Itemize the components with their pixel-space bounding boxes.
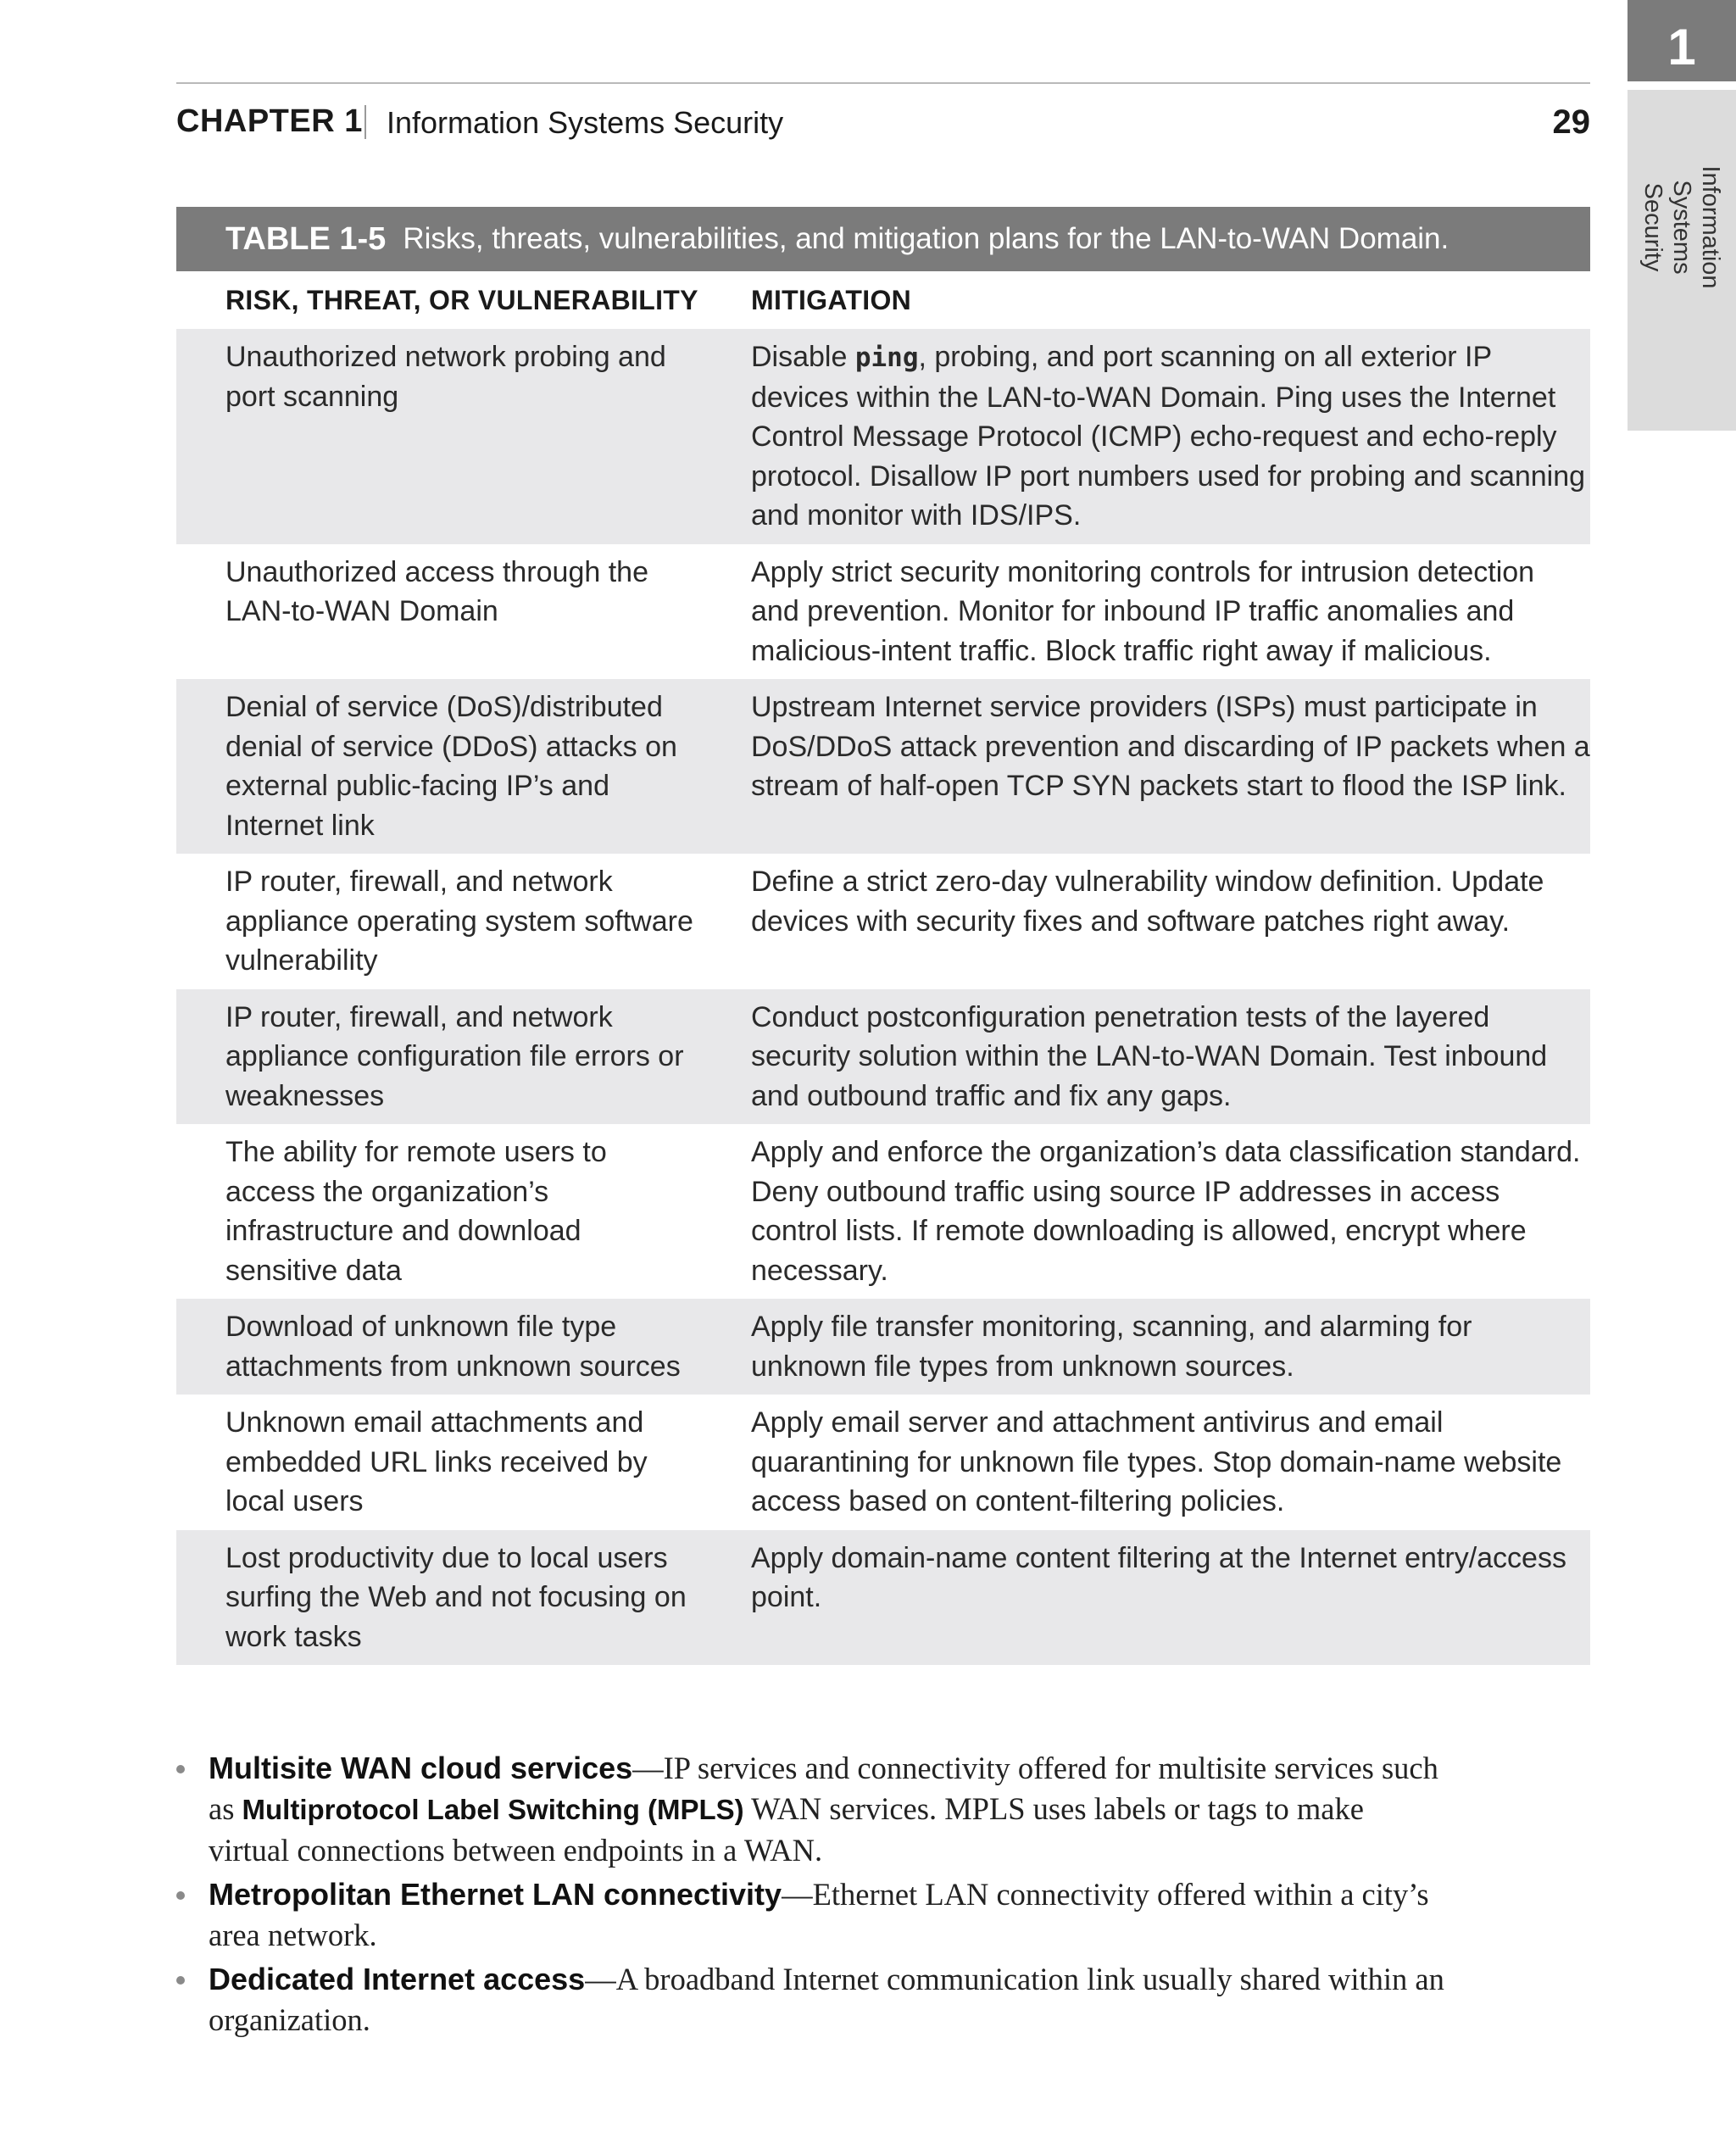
risk-cell: IP router, firewall, and network appliance configuration file errors or weaknesses xyxy=(225,1000,684,1112)
risk-cell: The ability for remote users to access the organization’s infrastructure and download sensitive data xyxy=(225,1136,607,1287)
bullet-text: —Ethernet LAN connectivity offered within a city’s area network. xyxy=(209,1877,1429,1952)
chapter-tab-line1: Information Systems xyxy=(1668,165,1724,289)
ping-command: ping xyxy=(854,342,919,373)
mitigation-cell: Apply domain-name content filtering at the Internet entry/access point. xyxy=(751,1541,1566,1613)
header-rule xyxy=(176,82,1590,84)
header-divider xyxy=(364,105,366,139)
mitigation-text: , probing, and port scanning on all exterior IP devices within the LAN-to-WAN Domain. Ping uses the Internet Control Message Protocol (ICMP) echo-request and echo-reply protocol. Disallow IP port numbers used for probing and scanning and monitor with IDS/IPS. xyxy=(751,341,1586,532)
table-row xyxy=(176,679,1590,854)
chapter-tab-number: 1 xyxy=(1628,0,1736,81)
list-item xyxy=(173,1959,1444,2040)
table-row xyxy=(176,1299,1590,1395)
table-row xyxy=(176,329,1590,544)
table-row xyxy=(176,854,1590,989)
bullet-term: Metropolitan Ethernet LAN connectivity xyxy=(209,1877,782,1912)
mitigation-cell xyxy=(700,337,1590,536)
risk-cell: Unauthorized network probing and port scanning xyxy=(225,341,666,413)
bullet-icon xyxy=(176,1976,185,1985)
risk-cell: IP router, firewall, and network appliance operating system software vulnerability xyxy=(225,866,693,977)
running-head xyxy=(176,100,1590,148)
table-caption xyxy=(176,207,1590,271)
risk-cell: Unknown email attachments and embedded URL links received by local users xyxy=(225,1406,648,1517)
mitigation-cell: Apply strict security monitoring controls for intrusion detection and prevention. Monitor for inbound IP traffic anomalies and malicious-intent traffic. Block traffic right away if malicious. xyxy=(751,555,1535,667)
risk-cell: Lost productivity due to local users surfing the Web and not focusing on work tasks xyxy=(225,1541,687,1653)
risk-cell: Download of unknown file type attachments from unknown sources xyxy=(225,1311,681,1383)
mitigation-cell: Apply and enforce the organization’s data classification standard. Deny outbound traffic using source IP addresses in access control lists. If remote downloading is allowed, encrypt where necessary. xyxy=(751,1136,1581,1287)
mitigation-cell: Conduct postconfiguration penetration tests of the layered security solution within the LAN-to-WAN Domain. Test inbound and outbound traffic and fix any gaps. xyxy=(751,1000,1548,1112)
table-number: TABLE 1-5 xyxy=(225,220,387,257)
table-row xyxy=(176,1530,1590,1666)
chapter-label: CHAPTER 1 xyxy=(176,103,363,139)
bullet-text: —IP services and connectivity offered for multisite services such as xyxy=(209,1751,1438,1826)
list-item xyxy=(173,1748,1444,1871)
mitigation-cell: Apply email server and attachment antivirus and email quarantining for unknown file types. Stop domain-name website access based on content-filtering policies. xyxy=(751,1406,1562,1517)
chapter-tab-label xyxy=(1639,117,1725,371)
table-row xyxy=(176,989,1590,1125)
bullet-term: Dedicated Internet access xyxy=(209,1962,586,1996)
mitigation-cell: Define a strict zero-day vulnerability window definition. Update devices with security fixes and software patches right away. xyxy=(751,866,1544,938)
mitigation-cell: Upstream Internet service providers (ISPs) must participate in DoS/DDoS attack prevention and discarding of IP packets when a stream of half-open TCP SYN packets start to flood the ISP link. xyxy=(751,691,1590,802)
chapter-tab-line2: Security xyxy=(1639,182,1666,272)
chapter-tab xyxy=(1628,90,1736,431)
table-row xyxy=(176,1395,1590,1530)
mitigation-cell: Apply file transfer monitoring, scanning, and alarming for unknown file types from unknown sources. xyxy=(751,1311,1472,1383)
bullet-icon xyxy=(176,1891,185,1900)
table-header-row xyxy=(176,271,1590,329)
table-row xyxy=(176,544,1590,680)
column-header-risk: RISK, THREAT, OR VULNERABILITY xyxy=(225,284,698,315)
bullet-term: Multisite WAN cloud services xyxy=(209,1751,633,1785)
bullet-list xyxy=(173,1748,1444,2044)
list-item xyxy=(173,1874,1444,1956)
chapter-title: Information Systems Security xyxy=(387,105,784,140)
column-header-mitigation: MITIGATION xyxy=(751,284,912,315)
risk-cell: Unauthorized access through the LAN-to-WAN Domain xyxy=(225,555,648,627)
bullet-text: WAN services. MPLS uses labels or tags to make virtual connections between endpoints in a WAN. xyxy=(209,1791,1364,1868)
bullet-icon xyxy=(176,1765,185,1773)
page-number: 29 xyxy=(1552,103,1590,141)
bullet-text: —A broadband Internet communication link usually shared within an organization. xyxy=(209,1962,1444,2037)
table-caption-text: Risks, threats, vulnerabilities, and mitigation plans for the LAN-to-WAN Domain. xyxy=(403,222,1449,255)
mitigation-prefix: Disable xyxy=(751,341,855,373)
bullet-inline-term: Multiprotocol Label Switching (MPLS) xyxy=(242,1794,744,1825)
table-row xyxy=(176,1124,1590,1299)
risk-table xyxy=(176,207,1590,1665)
risk-cell: Denial of service (DoS)/distributed denial of service (DDoS) attacks on external public-facing IP’s and Internet link xyxy=(225,691,677,842)
